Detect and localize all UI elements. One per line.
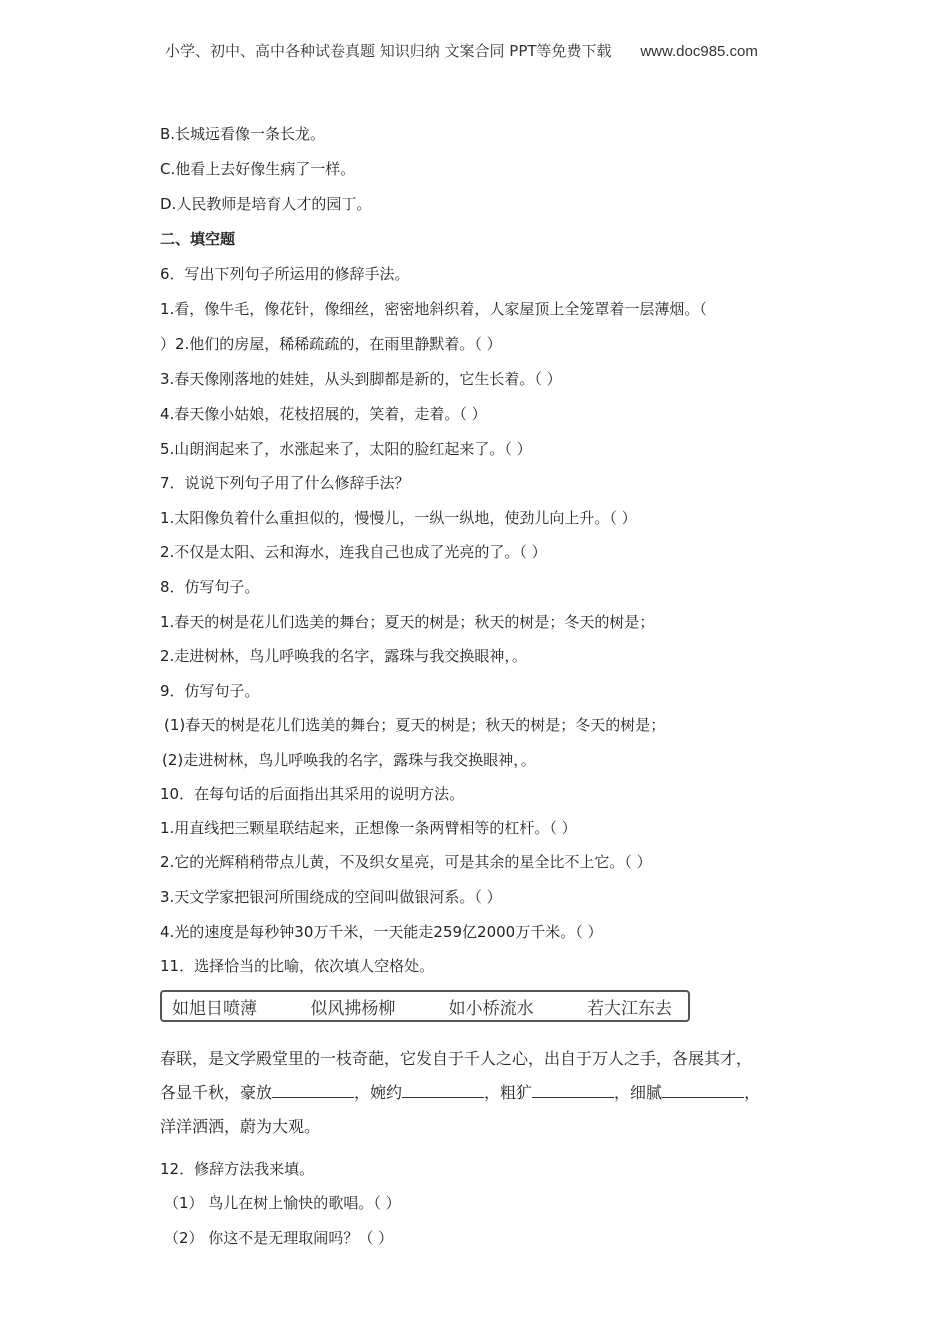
q10-item-4: 4.光的速度是每秒钟30万千米，一天能走259亿2000万千米。（ ）	[160, 923, 603, 941]
option-3: 如小桥流水	[448, 998, 534, 1019]
option-b: B.长城远看像一条长龙。	[160, 125, 326, 143]
q8-item-2: 2.走进树林，鸟儿呼唤我的名字，露珠与我交换眼神，。	[160, 647, 527, 665]
fill-text-1: 各显千秋，豪放	[160, 1083, 273, 1102]
paragraph-line-3: 洋洋洒洒，蔚为大观。	[160, 1117, 321, 1136]
q9-item-2: (2)走进树林，鸟儿呼唤我的名字，露珠与我交换眼神，。	[162, 751, 536, 769]
header-site: www.doc985.com	[640, 43, 758, 60]
q7-item-2: 2.不仅是太阳、云和海水，连我自己也成了光亮的了。（ ）	[160, 543, 547, 561]
option-2: 似风拂杨柳	[310, 998, 396, 1019]
q6-item-4: 4.春天像小姑娘，花枝招展的，笑着，走着。（ ）	[160, 405, 487, 423]
option-4: 若大江东去	[586, 998, 672, 1019]
q10-item-3: 3.天文学家把银河所围绕成的空间叫做银河系。（ ）	[160, 888, 502, 906]
q6-item-3: 3.春天像刚落地的娃娃，从头到脚都是新的，它生长着。（ ）	[160, 370, 562, 388]
q10-item-1: 1.用直线把三颗星联结起来，正想像一条两臂相等的杠杆。（ ）	[160, 819, 577, 837]
q12-title: 12．修辞方法我来填。	[160, 1160, 315, 1178]
header-text: 小学、初中、高中各种试卷真题 知识归纳 文案合同 PPT等免费下载	[165, 42, 612, 60]
q12-item-2: （2） 你这不是无理取闹吗？（ ）	[164, 1229, 394, 1247]
page-header	[165, 40, 758, 61]
q8-item-1: 1.春天的树是花儿们选美的舞台；夏天的树是；秋天的树是；冬天的树是；	[160, 613, 655, 631]
fill-text-2: ，婉约	[354, 1083, 403, 1102]
option-1: 如旭日喷薄	[172, 998, 257, 1019]
paragraph-line-2	[160, 1076, 790, 1110]
q8-title: 8．仿写句子。	[160, 578, 260, 596]
simile-options-box	[160, 990, 690, 1022]
option-d: D.人民教师是培育人才的园丁。	[160, 195, 372, 213]
q11-title: 11．选择恰当的比喻，依次填人空格处。	[160, 957, 435, 975]
blank-2[interactable]	[402, 1083, 484, 1098]
q10-item-2: 2.它的光辉稍稍带点儿黄，不及织女星亮，可是其余的星全比不上它。（ ）	[160, 853, 652, 871]
option-c: C.他看上去好像生病了一样。	[160, 160, 356, 178]
blank-3[interactable]	[532, 1083, 614, 1098]
q6-item-2: ）2.他们的房屋，稀稀疏疏的，在雨里静默着。（ ）	[160, 335, 502, 353]
q6-title: 6．写出下列句子所运用的修辞手法。	[160, 265, 410, 283]
fill-text-5: ，	[744, 1083, 761, 1102]
blank-4[interactable]	[662, 1083, 744, 1098]
q7-item-1: 1.太阳像负着什么重担似的，慢慢儿，一纵一纵地，使劲儿向上升。（ ）	[160, 509, 637, 527]
q9-item-1: (1)春天的树是花儿们选美的舞台；夏天的树是；秋天的树是；冬天的树是；	[164, 716, 666, 734]
paragraph-line-1: 春联，是文学殿堂里的一枝奇葩，它发自于千人之心，出自于万人之手，各展其才，	[160, 1049, 753, 1068]
q6-item-1: 1.看，像牛毛，像花针，像细丝，密密地斜织着，人家屋顶上全笼罩着一层薄烟。（	[160, 300, 707, 318]
couplet-paragraph	[160, 1042, 790, 1144]
q12-item-1: （1） 鸟儿在树上愉快的歌唱。（ ）	[164, 1194, 401, 1212]
section-title: 二、填空题	[160, 230, 236, 248]
q6-item-5: 5.山朗润起来了，水涨起来了，太阳的脸红起来了。（ ）	[160, 440, 532, 458]
blank-1[interactable]	[272, 1083, 354, 1098]
q9-title: 9．仿写句子。	[160, 682, 260, 700]
fill-text-3: ，粗犷	[484, 1083, 533, 1102]
q10-title: 10．在每句话的后面指出其采用的说明方法。	[160, 785, 465, 803]
fill-text-4: ，细腻	[614, 1083, 663, 1102]
q7-title: 7．说说下列句子用了什么修辞手法？	[160, 474, 410, 492]
